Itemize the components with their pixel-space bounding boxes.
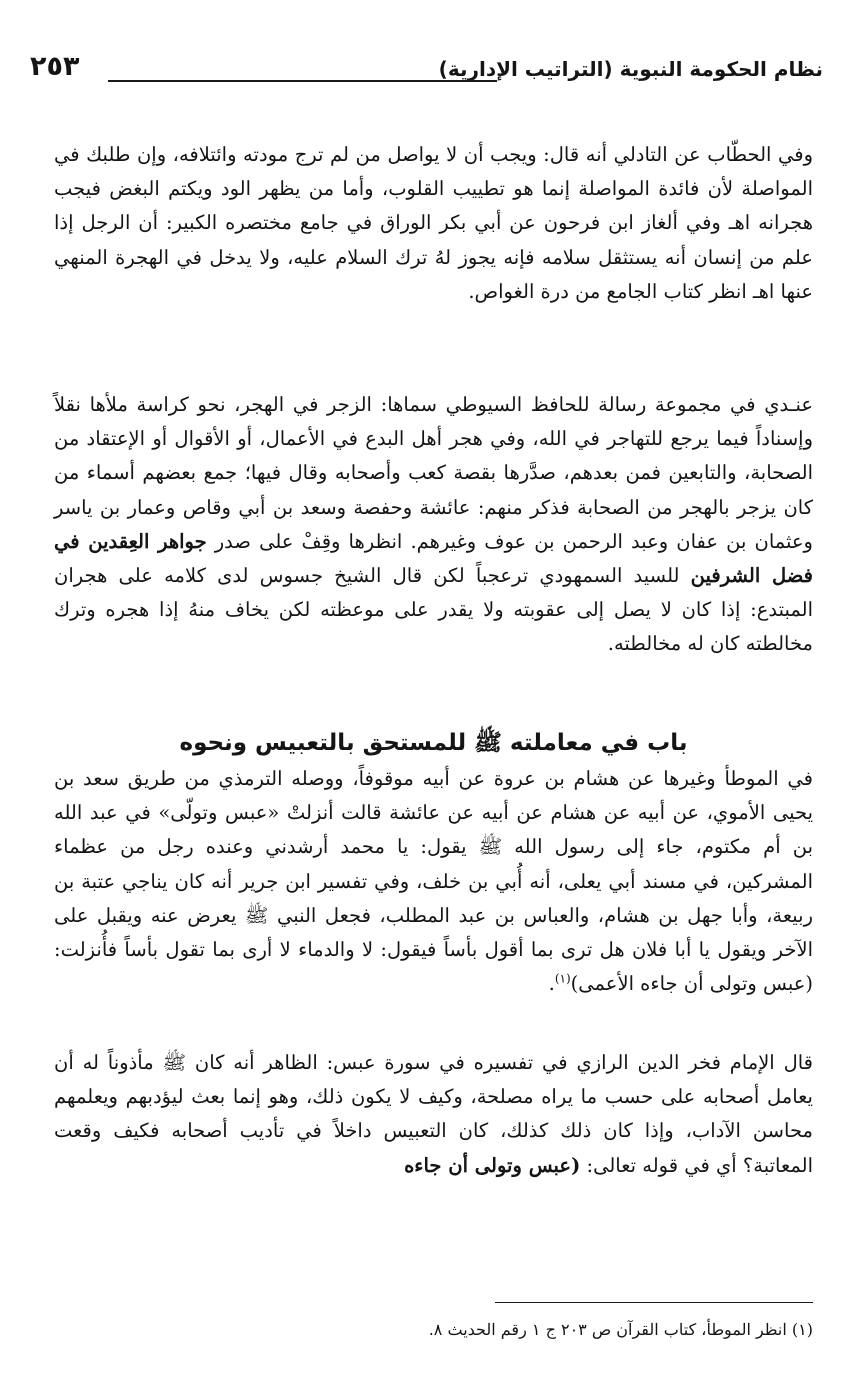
header-rule xyxy=(108,80,497,82)
running-header-title: نظام الحكومة النبوية (التراتيب الإدارية) xyxy=(438,57,823,81)
paragraph-razi-tafsir xyxy=(54,1046,813,1183)
page-number: ٢٥٣ xyxy=(30,51,80,82)
footnote-rule xyxy=(495,1302,813,1303)
paragraph-text: وفي الحطّاب عن التادلي أنه قال: ويجب أن لا يواصل من لم ترج مودته وائتلافه، وإن طلبك في المواصلة لأن فائدة المواصلة إنما هو تطييب القلوب، وأما من يظهر الود ويكتم البغض فيجب هجرانه اهـ وفي ألغاز ابن فرحون عن أبي بكر الوراق في جامع مختصره الكبير: أن الرجل إذا علم من إنسان أنه يستثقل سلامه فإنه يجوز لهُ ترك السلام عليه، ولا يدخل في الهجرة المنهي عنها اهـ انظر كتاب الجامع من درة الغواص. xyxy=(54,143,813,303)
paragraph-muwatta-narration xyxy=(54,762,813,1001)
book-title-bold: جواهر العِقدين في فضل الشرفين xyxy=(54,529,814,588)
running-header xyxy=(30,51,823,88)
paragraph-hattab-quote xyxy=(54,138,813,309)
paragraph-suyuti-treatise xyxy=(54,388,813,662)
paragraph-text: في الموطأ وغيرها عن هشام بن عروة عن أبيه موقوفاً، ووصله الترمذي من طريق سعد بن يحيى الأموي، عن أبيه عن هشام عن أبيه عن عائشة قالت أنزلتْ «عبس وتولّى» في عبد الله بن أم مكتوم، جاء إلى رسول الله ﷺ يقول: يا محمد أرشدني وعنده رجل من عظماء المشركين، في مسند أبي يعلى، أنه أُبي بن خلف، وفي تفسير ابن جرير أنه كان يناجي عتبة بن ربيعة، وأبا جهل بن هشام، والعباس بن عبد المطلب، فجعل النبي ﷺ يعرض عنه ويقبل على الآخر ويقول يا أبا فلان هل ترى بما أقول بأساً فيقول: لا والدماء لا أرى بما تقول بأساً فأُنزلت: (عبس وتولى أن جاءه الأعمى) xyxy=(54,767,813,996)
paragraph-end: . xyxy=(548,972,555,996)
paragraph-text: للسيد السمهودي ترعجباً لكن قال الشيخ جسوس لدى كلامه على هجران المبتدع: إذا كان لا يصل إلى عقوبته ولا يقدر على موعظته لكن يخاف منهُ إذا هجره وترك مخالطته كان له مخالطته. xyxy=(54,564,813,656)
footnote-reference: (١) xyxy=(554,971,571,986)
paragraph-text: عنـدي في مجموعة رسالة للحافظ السيوطي سماها: الزجر في الهجر، نحو كراسة ملأها نقلاً وإسناداً فيما يرجع للتهاجر في الله، وفي هجر أهل البدع في الأعمال، أو الأقوال أو الإعتقاد من الصحابة، والتابعين فمن بعدهم، صدَّرها بقصة كعب وأصحابه وقال فيها؛ جمع بعضهم أسماء من كان يزجر بالهجر من الصحابة فذكر منهم: عائشة وحفصة وسعد بن أبي وقاص وعمار بن ياسر وعثمان بن عفان وعبد الرحمن بن عوف وغيرهم. انظرها وقِفْ على صدر xyxy=(54,393,813,553)
paragraph-text: قال الإمام فخر الدين الرازي في تفسيره في سورة عبس: الظاهر أنه كان ﷺ مأذوناً له أن يعامل أصحابه على حسب ما يراه مصلحة، وكيف لا يكون ذلك، وهو إنما بعث ليؤدبهم ويعلمهم محاسن الآداب، وإذا كان ذلك كذلك، كان التعبيس داخلاً في تأديب أصحابه فكيف وقعت المعاتبة؟ أي في قوله تعالى: xyxy=(54,1051,813,1177)
footnote: (١) انظر الموطأ، كتاب القرآن ص ٢٠٣ ج ١ رقم الحديث ٨. xyxy=(428,1320,813,1339)
section-heading: باب في معاملته ﷺ للمستحق بالتعبيس ونحوه xyxy=(179,730,688,756)
quran-quote-bold: (عبس وتولى أن جاءه xyxy=(404,1153,581,1177)
